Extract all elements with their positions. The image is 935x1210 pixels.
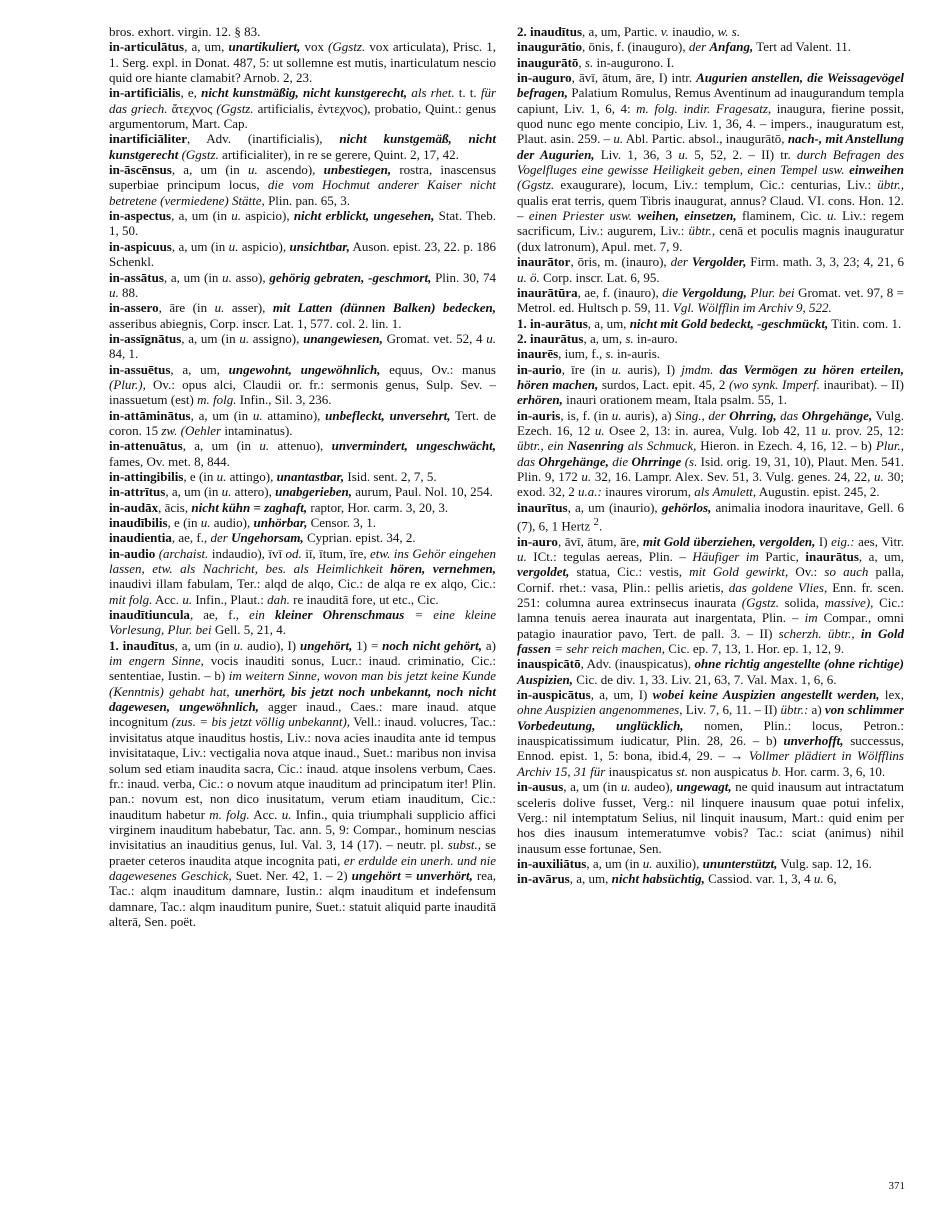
dictionary-entry: in-assātus, a, um (in u. asso), gehörig gebraten, -geschmort, Plin. 30, 74 u. 88. <box>109 269 496 300</box>
dictionary-entry: in-assuētus, a, um, ungewohnt, ungewöhnlich, equus, Ov.: manus (Plur.), Ov.: opus alci, Claudii or. fr.: sermonis genus, Sulp. Sev. – inassuetum (est) m. folg. Infin., Sil. 3, 236. <box>109 361 496 408</box>
dictionary-entry: in-assīgnātus, a, um (in u. assigno), unangewiesen, Gromat. vet. 52, 4 u. 84, 1. <box>109 330 496 362</box>
dictionary-entry: inaurēs, ium, f., s. in-auris. <box>517 346 661 362</box>
dictionary-entry: bros. exhort. virgin. 12. § 83. <box>109 24 261 39</box>
dictionary-entry: in-auris, is, f. (in u. auris), a) Sing., der Ohrring, das Ohrgehänge, Vulg. Ezech. 16, 12 u. Osee 2, 13: in. aurea, Vulg. Iob 42, 11 u. prov. 25, 12: übtr., ein Nasenring als Schmuck, Hieron. in Ezech. 4, 16, 12. – b) Plur., das Ohrgehänge, die Ohrringe (s. Isid. orig. 19, 31, 10), Plaut. Men. 541. Plin. 9, 172 u. 32, 16. Lampr. Alex. Sev. 51, 3. Vulg. genes. 24, 22, u. 30; exod. 32, 2 u.a.: inaures virorum, als Amulett, Augustin. epist. 245, 2. <box>517 407 905 500</box>
dictionary-entry: in-audio (archaist. indaudio), īvī od. iī, ītum, īre, etw. ins Gehör eingehen lassen, etw. als Nachricht, bes. als Heimlichkeit hören, vernehmen, inaudivi illam fabulam, Ter.: alqd de alqo, Cic.: de alqa re ex alqo, Cic.: mit folg. Acc. u. Infin., Plaut.: dah. re inauditā fore, ut etc., Cic. <box>109 545 497 607</box>
right-column <box>517 24 904 887</box>
dictionary-entry: in-articulātus, a, um, unartikuliert, vox (Ggstz. vox articulata), Prisc. 1, 1. Serg. expl. in Donat. 487, 5: ut sollemne est mutis, inarticulatum nescio quid ore hiante clamabit? Arnob. 2, 23. <box>109 39 496 86</box>
dictionary-entry: in-attrītus, a, um (in u. attero), unabgerieben, aurum, Paul. Nol. 10, 254. <box>109 484 493 500</box>
dictionary-entry: inaudībilis, e (in u. audio), unhörbar, Censor. 3, 1. <box>109 515 376 530</box>
dictionary-entry: in-aspicuus, a, um (in u. aspicio), unsichtbar, Auson. epist. 23, 22. p. 186 Schenkl. <box>109 238 497 270</box>
dictionary-entry: in-attāminātus, a, um (in u. attamino), unbefleckt, unversehrt, Tert. de coron. 15 zw. (Oehler intaminatus). <box>109 407 496 438</box>
dictionary-entry: in-auxiliātus, a, um (in u. auxilio), ununterstützt, Vulg. sap. 12, 16. <box>517 855 872 871</box>
dictionary-entry: 1. in-aurātus, a, um, nicht mit Gold bedeckt, -geschmückt, Titin. com. 1. <box>517 315 902 331</box>
dictionary-entry: inaurātor, ōris, m. (inauro), der Vergolder, Firm. math. 3, 3, 23; 4, 21, 6 u. ö. Corp. inscr. Lat. 6, 95. <box>517 254 904 285</box>
dictionary-entry: in-aurio, īre (in u. auris), I) jmdm. das Vermögen zu hören erteilen, hören machen, surdos, Lact. epit. 45, 2 (wo synk. Imperf. inauribat). – II) erhören, inauri orationem meam, Itala psalm. 55, 1. <box>517 361 904 408</box>
dictionary-entry: in-artificiālis, e, nicht kunstmäßig, nicht kunstgerecht, als rhet. t. t. für das griech. ἄτεχνος (Ggstz. artificialis, ἐντεχνος), probatio, Quint.: genus argumentorum, Mart. Cap. <box>109 85 496 132</box>
dictionary-entry: inaugurātio, ōnis, f. (inauguro), der Anfang, Tert ad Valent. 11. <box>517 39 851 55</box>
dictionary-entry: in-ausus, a, um (in u. audeo), ungewagt, ne quid inausum aut intractatum sceleris dolive fusset, Verg.: nil linquere inausum quae potui infelix, Verg.: nil intemptatum Selius, nil linquit inausum, Mart.: quid enim per hos dies inausum intemeratumve vobis? Tac.: sciat (animus) nihil inausum esse fortunae, Sen. <box>517 779 905 856</box>
dictionary-entry: in-assero, āre (in u. asser), mit Latten (dünnen Balken) bedecken, asseribus abiegnis, Corp. inscr. Lat. 1, 577. col. 2. lin. 1. <box>109 300 496 331</box>
dictionary-entry: in-auspicātus, a, um, I) wobei keine Auspizien angestellt werden, lex, ohne Auspizien angenommenes, Liv. 7, 6, 11. – II) übtr.: a) von schlimmer Vorbedeutung, unglücklich, nomen, Plin.: locus, Petron.: inauspicatissimum iudicatur, Plin. 28, 26. – b) unverhofft, successus, Ennod. epist. 1, 5: bona, ibid.4, 29. – → Vollmer plädiert in Wölfflins Archiv 15, 31 für inauspicatus st. non auspicatus b. Hor. carm. 3, 6, 10. <box>517 687 904 779</box>
dictionary-entry: in-avārus, a, um, nicht habsüchtig, Cassiod. var. 1, 3, 4 u. 6, <box>517 871 837 887</box>
dictionary-entry: in-auro, āvī, ātum, āre, mit Gold überziehen, vergolden, I) eig.: aes, Vitr. u. ICt.: tegulas aereas, Plin. – Häufiger im Partic, inaurātus, a, um, vergoldet, statua, Cic.: vestis, mit Gold gewirkt, Ov.: so auch palla, Cornif. rhet.: vasa, Plin.: pellis arietis, das goldene Vlies, Enn. fr. scen. 251: columna aurea extrinsecus inaurata (Ggstz. solida, massive), Cic.: lamna tenuis aerea inaurata aut inargentata, Plin. – im Compar., omni patagio inauratior pavo, Tert. de pall. 3. – II) scherzh. übtr., in Gold fassen = sehr reich machen, Cic. ep. 7, 13, 1. Hor. ep. 1, 12, 9. <box>517 533 905 657</box>
page-number: 371 <box>888 1180 905 1192</box>
dictionary-entry: inaurītus, a, um (inaurio), gehörlos, animalia inodora inauritave, Gell. 6 (7), 6, 1 Hertz $^2$. <box>517 499 904 534</box>
dictionary-entry: in-āscēnsus, a, um (in u. ascendo), unbestiegen, rostra, inascensus superbiae principum locus, die vom Hochmut anderer Kaiser nicht betretene (vermiedene) Stätte, Plin. pan. 65, 3. <box>109 162 497 208</box>
dictionary-entry: inaugurātō, s. in-augurono. I. <box>517 54 675 70</box>
dictionary-entry: inauspicātō, Adv. (inauspicatus), ohne richtig angestellte (ohne richtige) Auspizien, Cic. de div. 1, 33. Liv. 21, 63, 7. Val. Max. 1, 6, 6. <box>517 656 904 687</box>
dictionary-entry: 2. inaudītus, a, um, Partic. v. inaudio, w. s. <box>517 24 741 39</box>
dictionary-entry: in-auguro, āvī, ātum, āre, I) intr. Augurien anstellen, die Weissagevögel befragen, Palatium Romulus, Remus Aventinum ad inaugurandum templa capiunt, Liv. 1, 6, 4: m. folg. indir. Fragesatz, inaugura, fierine possit, quod nunc ego mente concipio, Liv. 1, 36, 4. – impers., inauguratum est, Plaut. asin. 259. – u. Abl. Partic. absol., inaugurātō, nach-, mit Anstellung der Augurien, Liv. 1, 36, 3 u. 5, 52, 2. – II) tr. durch Befragen des Vogelfluges eine gewisse Heiligkeit geben, einen Tempel usw. einweihen (Ggstz. exaugurare), locum, Liv.: templum, Cic.: centurias, Liv.: übtr., qualis erat terris, quem Tibris inaugurat, annus? Claud. VI. cons. Hon. 12. – einen Priester usw. weihen, einsetzen, flaminem, Cic. u. Liv.: regem sacrificum, Liv.: augurem, Liv.: übtr., cenā et poculis magnis inauguratur (dux latronum), Apul. met. 7, 9. <box>517 70 905 254</box>
dictionary-entry: in-aspectus, a, um (in u. aspicio), nicht erblickt, ungesehen, Stat. Theb. 1, 50. <box>109 208 496 239</box>
dictionary-entry: inartificiāliter, Adv. (inartificialis), nicht kunstgemäß, nicht kunstgerecht (Ggstz. artificialiter), in re se gerere, Quint. 2, 17, 42. <box>109 131 497 162</box>
dictionary-entry: inaurātūra, ae, f. (inauro), die Vergoldung, Plur. bei Gromat. vet. 97, 8 = Metrol. ed. Hultsch p. 59, 11. Vgl. Wölfflin im Archiv 9, 522. <box>517 284 905 316</box>
dictionary-entry: 1. inaudītus, a, um (in u. audio), I) ungehört, 1) = noch nicht gehört, a) im engern Sinne, vocis inauditi sonus, Lucr.: inaud. criminatio, Cic.: sententiae, Iustin. – b) im weitern Sinne, wovon man bis jetzt keine Kunde (Kenntnis) gehabt hat, unerhört, bis jetzt noch unbekannt, noch nicht dagewesen, ungewöhnlich, agger inaud., Caes.: mare inaud. atque incognitum (zus. = bis jetzt völlig unbekannt), Vell.: inaud. volucres, Tac.: invisitatus atque inauditus hostis, Liv.: nova acies inaudita ante id tempus invisitataque, Liv.: vectigalia nova atque inaud., Suet.: maribus non invisa solum sed etiam inaudita sacra, Cic.: inaud. atque insolens verbum, Caes. fr.: inaud. verba, Cic.: o novum atque inauditum ad principatum iter! Plin. pan.: novum est, non dico inusitatum, verum etiam inauditum, Cic.: inauditum habetur m. folg. Acc. u. Infin., quia triumphali supplicio affici virginem inauditum habebatur, Tac. ann. 5, 9: Compar., hominum nescias invisitatius an inauditius genus, Iul. Val. 3, 14 (17). – neutr. pl. subst., se praeter ceteros inaudita atque incognita pati, er erdulde ein unerh. und nie dagewesenes Geschick, Suet. Ner. 42, 1. – 2) ungehört = unverhört, rea, Tac.: alqm inauditum damnare, Iustin.: alqm inauditum et indefensum damnare, Tac.: alqm inauditum punire, Suet.: statuit aliquid parte inauditā alterā, Sen. poët. <box>109 637 497 929</box>
left-column <box>109 24 496 929</box>
dictionary-entry: inaudientia, ae, f., der Ungehorsam, Cyprian. epist. 34, 2. <box>109 530 416 546</box>
dictionary-entry: in-attingibilis, e (in u. attingo), unantastbar, Isid. sent. 2, 7, 5. <box>109 468 437 484</box>
dictionary-entry: in-audāx, ācis, nicht kühn = zaghaft, raptor, Hor. carm. 3, 20, 3. <box>109 499 449 515</box>
dictionary-entry: 2. inaurātus, a, um, s. in-auro. <box>517 330 678 346</box>
dictionary-entry: in-attenuātus, a, um (in u. attenuo), unvermindert, ungeschwächt, fames, Ov. met. 8, 844. <box>109 438 497 469</box>
dictionary-entry: inaudītiuncula, ae, f., ein kleiner Ohrenschmaus = eine kleine Vorlesung, Plur. bei Gell. 5, 21, 4. <box>109 607 496 638</box>
